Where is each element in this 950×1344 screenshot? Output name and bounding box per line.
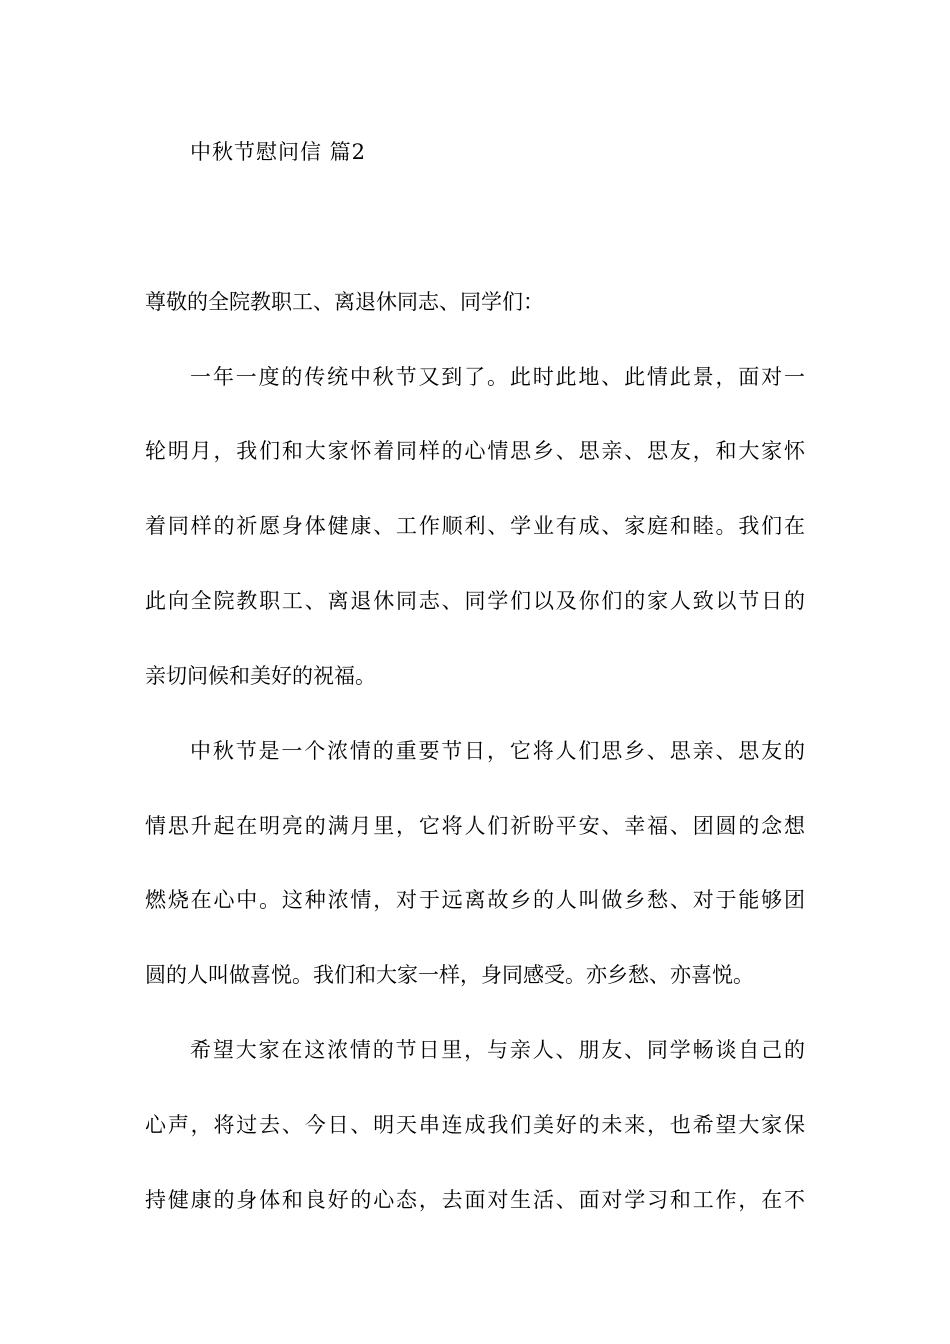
paragraph-line: 亲切问候和美好的祝福。 [145, 664, 376, 688]
paragraph-line: 着同样的祈愿身体健康、工作顺利、学业有成、家庭和睦。我们在 [145, 514, 805, 538]
paragraph-line: 持健康的身体和良好的心态，去面对生活、面对学习和工作，在不 [145, 1188, 805, 1212]
paragraph-line: 希望大家在这浓情的节日里，与亲人、朋友、同学畅谈自己的 [190, 1038, 805, 1062]
paragraph-line: 燃烧在心中。这种浓情，对于远离故乡的人叫做乡愁、对于能够团 [145, 888, 805, 912]
document-title: 中秋节慰问信 篇2 [190, 140, 367, 164]
paragraph-line: 圆的人叫做喜悦。我们和大家一样，身同感受。亦乡愁、亦喜悦。 [145, 963, 754, 987]
salutation: 尊敬的全院教职工、离退休同志、同学们： [145, 290, 544, 314]
paragraph-line: 心声，将过去、今日、明天串连成我们美好的未来，也希望大家保 [145, 1113, 805, 1137]
paragraph-line: 情思升起在明亮的满月里，它将人们祈盼平安、幸福、团圆的念想 [145, 814, 805, 838]
paragraph-line: 轮明月，我们和大家怀着同样的心情思乡、思亲、思友，和大家怀 [145, 439, 805, 463]
paragraph-line: 一年一度的传统中秋节又到了。此时此地、此情此景，面对一 [190, 365, 805, 389]
paragraph-line: 此向全院教职工、离退休同志、同学们以及你们的家人致以节日的 [145, 589, 805, 613]
paragraph-line: 中秋节是一个浓情的重要节日，它将人们思乡、思亲、思友的 [190, 739, 805, 763]
